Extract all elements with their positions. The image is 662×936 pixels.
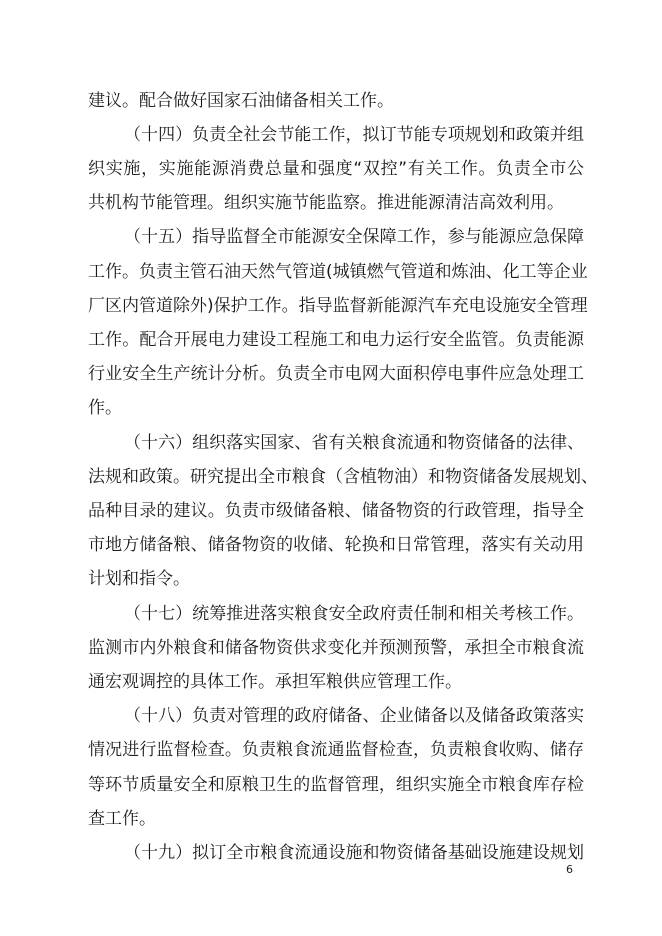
paragraph-start-line: （十五）指导监督全市能源安全保障工作，参与能源应急保障 <box>124 227 584 247</box>
text-line: 工作。负责主管石油天然气管道(城镇燃气管道和炼油、化工等企业 <box>88 262 588 282</box>
text-line: 等环节质量安全和原粮卫生的监督管理，组织实施全市粮食库存检 <box>88 775 584 795</box>
text-line: 法规和政策。研究提出全市粮食（含植物油）和物资储备发展规划、 <box>88 467 598 487</box>
text-line: 市地方储备粮、储备物资的收储、轮换和日常管理，落实有关动用 <box>88 535 584 555</box>
paragraph-start-line: （十七）统筹推进落实粮食安全政府责任制和相关考核工作。 <box>124 604 584 624</box>
paragraph-start-line: （十九）拟订全市粮食流通设施和物资储备基础设施建设规划 <box>124 843 584 863</box>
text-line: 情况进行监督检查。负责粮食流通监督检查，负责粮食收购、储存 <box>88 740 584 760</box>
paragraph-start-line: （十六）组织落实国家、省有关粮食流通和物资储备的法律、 <box>124 433 584 453</box>
text-line: 建议。配合做好国家石油储备相关工作。 <box>88 91 394 111</box>
text-line: 行业安全生产统计分析。负责全市电网大面积停电事件应急处理工 <box>88 364 584 384</box>
text-line: 计划和指令。 <box>88 569 190 589</box>
text-line: 监测市内外粮食和储备物资供求变化并预测预警，承担全市粮食流 <box>88 638 584 658</box>
text-line: 织实施，实施能源消费总量和强度“双控”有关工作。负责全市公 <box>88 159 584 179</box>
paragraph-start-line: （十四）负责全社会节能工作，拟订节能专项规划和政策并组 <box>124 125 584 145</box>
page-number: 6 <box>566 863 573 876</box>
text-line: 品种目录的建议。负责市级储备粮、储备物资的行政管理，指导全 <box>88 501 584 521</box>
text-line: 厂区内管道除外)保护工作。指导监督新能源汽车充电设施安全管理 <box>88 296 588 316</box>
text-line: 工作。配合开展电力建设工程施工和电力运行安全监管。负责能源 <box>88 330 584 350</box>
text-line: 作。 <box>88 398 122 418</box>
text-line: 共机构节能管理。组织实施节能监察。推进能源清洁高效利用。 <box>88 193 564 213</box>
text-line: 通宏观调控的具体工作。承担军粮供应管理工作。 <box>88 672 462 692</box>
paragraph-start-line: （十八）负责对管理的政府储备、企业储备以及储备政策落实 <box>124 706 584 726</box>
text-line: 查工作。 <box>88 809 156 829</box>
